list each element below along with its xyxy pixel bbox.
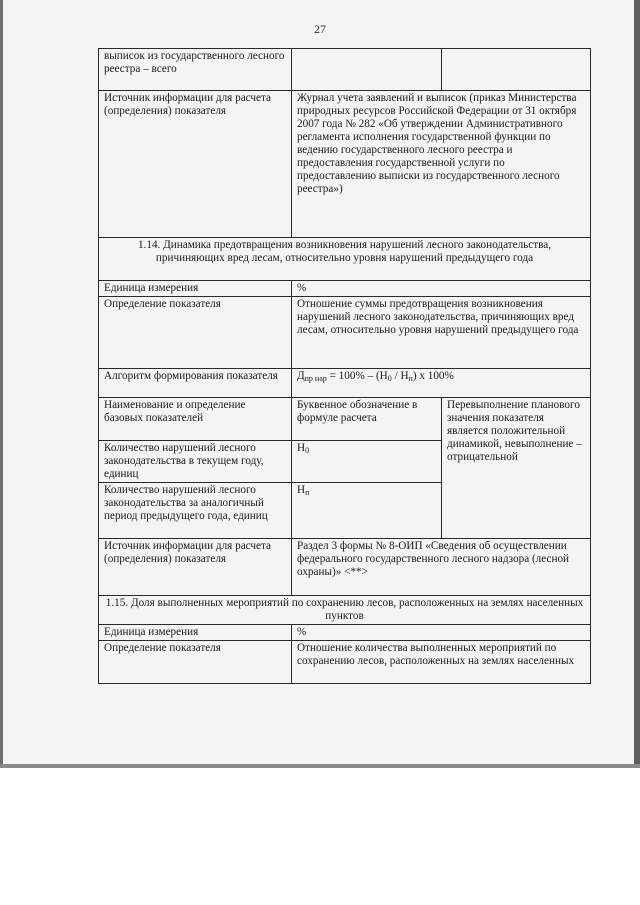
bottom-blank-area: [0, 768, 640, 905]
table-row: [99, 641, 591, 684]
row-label: Источник информации для расчета (определения) показателя: [99, 539, 292, 596]
symbol-letter: Н: [297, 442, 306, 454]
scan-edge-right: [634, 0, 640, 768]
symbol-sub: 0: [305, 446, 310, 455]
table-row: [99, 539, 591, 596]
row-value: Раздел 3 формы № 8-ОИП «Сведения об осуществлении федерального государственного лесного надзора (лесной охраны)» <**>: [292, 539, 591, 596]
formula-mid: = 100% – (Н: [326, 370, 388, 382]
row-value: Журнал учета заявлений и выписок (приказ Министерства природных ресурсов Российской Федерации от 31 октября 2007 года № 282 «Об утверждении Административного регламента исполнения государственной функции по ведению государственного лесного реестра и предоставления государственной услуги по предоставлению выписки из государственного лесного реестра»): [292, 91, 591, 238]
symbol-sub: п: [305, 488, 310, 497]
row-value: %: [292, 625, 591, 641]
row-label: Единица измерения: [99, 625, 292, 641]
indicator-table: [98, 48, 591, 684]
page-number: 27: [314, 22, 326, 36]
row-label: Количество нарушений лесного законодательства за аналогичный период предыдущего года, единиц: [99, 483, 292, 539]
table-row: [99, 369, 591, 398]
formula: [292, 369, 591, 398]
row-value: Отношение суммы предотвращения возникновения нарушений лесного законодательства, причиняющих вред лесам, относительно уровня нарушений предыдущего года: [292, 297, 591, 369]
table-row: [99, 625, 591, 641]
section-heading-row: [99, 238, 591, 281]
row-label: Единица измерения: [99, 281, 292, 297]
symbol-letter: Н: [297, 484, 306, 496]
symbol-header: Буквенное обозначение в формуле расчета: [292, 398, 442, 441]
section-title-1-14: 1.14. Динамика предотвращения возникновения нарушений лесного законодательства, причиняющих вред лесам, относительно уровня нарушений предыдущего года: [99, 238, 591, 281]
formula-hp: п: [408, 374, 413, 383]
row-label: выписок из государственного лесного реестра – всего: [99, 49, 292, 91]
base-indicator-header: Наименование и определение базовых показателей: [99, 398, 292, 441]
empty-cell: [292, 49, 442, 91]
formula-h0: 0: [387, 374, 392, 383]
empty-cell: [442, 49, 591, 91]
section-title-1-15: 1.15. Доля выполненных мероприятий по сохранению лесов, расположенных на землях населенных пунктов: [99, 596, 591, 625]
section-heading-row: [99, 596, 591, 625]
row-label: Количество нарушений лесного законодательства в текущем году, единиц: [99, 441, 292, 483]
table-row: [99, 398, 591, 441]
formula-end: ) х 100%: [412, 370, 454, 382]
row-label: Определение показателя: [99, 297, 292, 369]
row-value: Отношение количества выполненных мероприятий по сохранению лесов, расположенных на землях населенных: [292, 641, 591, 684]
table-row: [99, 91, 591, 238]
row-label: Определение показателя: [99, 641, 292, 684]
row-symbol: [292, 441, 442, 483]
row-value: %: [292, 281, 591, 297]
scan-edge-left: [0, 0, 3, 768]
formula-slash: / Н: [391, 370, 409, 382]
row-label: Источник информации для расчета (определения) показателя: [99, 91, 292, 238]
row-label: Алгоритм формирования показателя: [99, 369, 292, 398]
table-row: [99, 281, 591, 297]
formula-sub: пр нар: [304, 374, 327, 383]
evaluation-note: Перевыполнение планового значения показателя является положительной динамикой, невыполнение – отрицательной: [442, 398, 591, 539]
table-row: [99, 49, 591, 91]
table-row: [99, 297, 591, 369]
formula-d: Д: [297, 370, 305, 382]
row-symbol: [292, 483, 442, 539]
